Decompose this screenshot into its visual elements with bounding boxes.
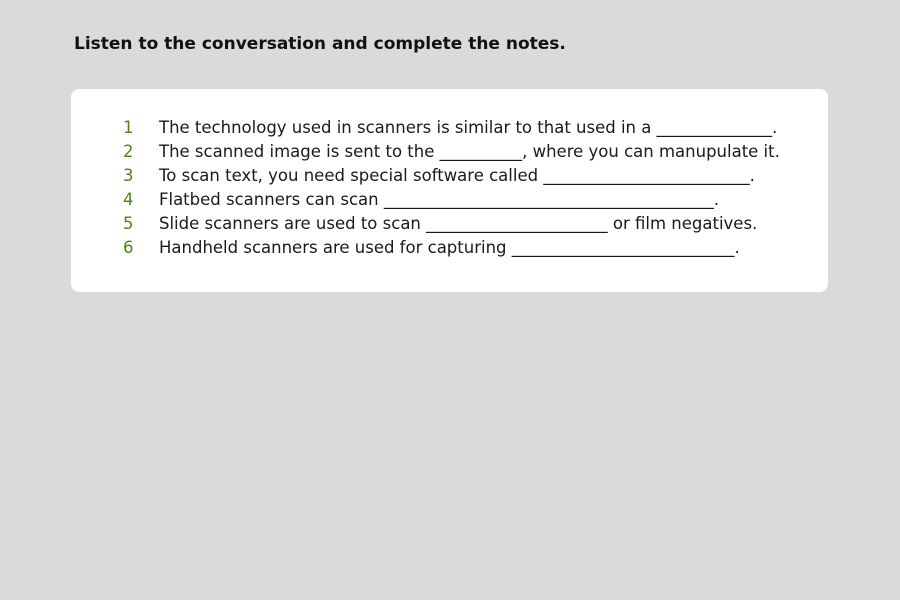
note-text: To scan text, you need special software called _________________________.	[159, 166, 755, 185]
note-item-1	[71, 116, 828, 140]
note-item-6	[71, 236, 828, 260]
note-number: 1	[123, 118, 134, 137]
note-item-4	[71, 188, 828, 212]
note-text: Slide scanners are used to scan ______________________ or film negatives.	[159, 214, 758, 233]
note-item-2	[71, 140, 828, 164]
note-text: Flatbed scanners can scan ________________________________________.	[159, 190, 720, 209]
note-text: Handheld scanners are used for capturing ___________________________.	[159, 238, 740, 257]
note-item-3	[71, 164, 828, 188]
note-number: 5	[123, 214, 134, 233]
note-number: 2	[123, 142, 134, 161]
note-item-5	[71, 212, 828, 236]
note-number: 4	[123, 190, 134, 209]
note-number: 6	[123, 238, 134, 257]
note-text: The technology used in scanners is similar to that used in a ______________.	[159, 118, 778, 137]
instruction-heading: Listen to the conversation and complete the notes.	[74, 34, 566, 54]
notes-card	[71, 89, 828, 292]
notes-list	[71, 116, 828, 260]
note-number: 3	[123, 166, 134, 185]
note-text: The scanned image is sent to the __________, where you can manupulate it.	[159, 142, 780, 161]
